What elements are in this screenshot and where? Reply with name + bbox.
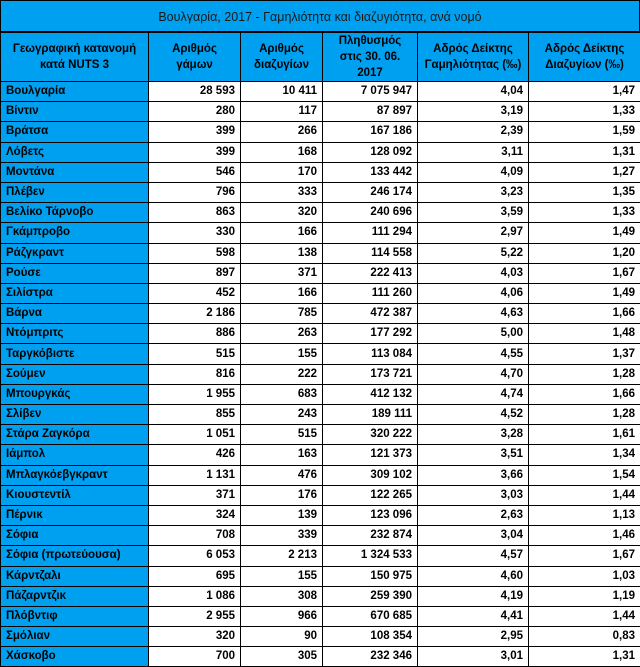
population-cell[interactable]: 309 102 xyxy=(323,465,418,485)
region-cell[interactable]: Βίντιν xyxy=(1,102,149,122)
table-row xyxy=(1,263,640,283)
marriage-rate-cell[interactable]: 4,06 xyxy=(418,283,529,303)
marriages-cell[interactable]: 371 xyxy=(149,485,241,505)
divorces-cell[interactable]: 266 xyxy=(241,122,323,142)
marriage-rate-cell[interactable]: 4,09 xyxy=(418,162,529,182)
table-row xyxy=(1,586,640,606)
divorce-rate-cell[interactable]: 1,66 xyxy=(529,384,640,404)
table-row xyxy=(1,283,640,303)
marriage-rate-cell[interactable]: 3,66 xyxy=(418,465,529,485)
table-row xyxy=(1,606,640,626)
population-cell[interactable]: 232 874 xyxy=(323,526,418,546)
region-cell[interactable]: Μπουργκάς xyxy=(1,384,149,404)
table-row xyxy=(1,505,640,525)
population-cell[interactable]: 113 084 xyxy=(323,344,418,364)
region-cell[interactable]: Σμόλιαν xyxy=(1,627,149,647)
population-cell[interactable]: 240 696 xyxy=(323,203,418,223)
population-cell[interactable]: 87 897 xyxy=(323,102,418,122)
header-divorces[interactable]: Αριθμός διαζυγίων xyxy=(241,33,323,82)
population-cell[interactable]: 108 354 xyxy=(323,627,418,647)
data-table xyxy=(0,32,640,667)
table-row xyxy=(1,465,640,485)
divorce-rate-cell[interactable]: 1,67 xyxy=(529,263,640,283)
marriages-cell[interactable]: 863 xyxy=(149,203,241,223)
divorces-cell[interactable]: 222 xyxy=(241,364,323,384)
population-cell[interactable]: 173 721 xyxy=(323,364,418,384)
header-row xyxy=(1,33,640,82)
table-row xyxy=(1,82,640,102)
population-cell[interactable]: 412 132 xyxy=(323,384,418,404)
table-row xyxy=(1,425,640,445)
divorce-rate-cell[interactable]: 1,31 xyxy=(529,142,640,162)
divorce-rate-cell[interactable]: 1,28 xyxy=(529,364,640,384)
table-row xyxy=(1,182,640,202)
population-cell[interactable]: 222 413 xyxy=(323,263,418,283)
marriages-cell[interactable]: 1 131 xyxy=(149,465,241,485)
marriage-rate-cell[interactable]: 4,60 xyxy=(418,566,529,586)
population-cell[interactable]: 111 260 xyxy=(323,283,418,303)
table-row xyxy=(1,647,640,667)
divorces-cell[interactable]: 243 xyxy=(241,405,323,425)
population-cell[interactable]: 177 292 xyxy=(323,324,418,344)
marriages-cell[interactable]: 700 xyxy=(149,647,241,667)
header-population[interactable]: Πληθυσμός στις 30. 06. 2017 xyxy=(323,33,418,82)
population-cell[interactable]: 7 075 947 xyxy=(323,82,418,102)
marriages-cell[interactable]: 708 xyxy=(149,526,241,546)
divorce-rate-cell[interactable]: 1,33 xyxy=(529,102,640,122)
population-cell[interactable]: 121 373 xyxy=(323,445,418,465)
marriage-rate-cell[interactable]: 2,63 xyxy=(418,505,529,525)
marriages-cell[interactable]: 1 086 xyxy=(149,586,241,606)
population-cell[interactable]: 472 387 xyxy=(323,304,418,324)
divorce-rate-cell[interactable]: 1,35 xyxy=(529,182,640,202)
divorces-cell[interactable]: 163 xyxy=(241,445,323,465)
divorces-cell[interactable]: 476 xyxy=(241,465,323,485)
divorces-cell[interactable]: 10 411 xyxy=(241,82,323,102)
table-row xyxy=(1,162,640,182)
region-cell[interactable]: Σιλίστρα xyxy=(1,283,149,303)
region-cell[interactable]: Ταργκόβιστε xyxy=(1,344,149,364)
header-divorce-rate[interactable]: Αδρός Δείκτης Διαζυγίων (‰) xyxy=(529,33,640,82)
divorces-cell[interactable]: 138 xyxy=(241,243,323,263)
region-cell[interactable]: Μπλαγκόεβγκραντ xyxy=(1,465,149,485)
divorce-rate-cell[interactable]: 1,44 xyxy=(529,485,640,505)
marriage-rate-cell[interactable]: 4,03 xyxy=(418,263,529,283)
table-row xyxy=(1,627,640,647)
divorce-rate-cell[interactable]: 1,46 xyxy=(529,526,640,546)
table-row xyxy=(1,344,640,364)
marriage-rate-cell[interactable]: 3,23 xyxy=(418,182,529,202)
marriages-cell[interactable]: 399 xyxy=(149,122,241,142)
table-row xyxy=(1,566,640,586)
header-region[interactable]: Γεωγραφική κατανομή κατά NUTS 3 xyxy=(1,33,149,82)
table-body xyxy=(1,82,640,667)
table-row xyxy=(1,384,640,404)
header-marriages[interactable]: Αριθμός γάμων xyxy=(149,33,241,82)
region-cell[interactable]: Πάζαρντζικ xyxy=(1,586,149,606)
region-cell[interactable]: Βράτσα xyxy=(1,122,149,142)
table-header xyxy=(1,33,640,82)
table-row xyxy=(1,304,640,324)
population-cell[interactable]: 150 975 xyxy=(323,566,418,586)
divorces-cell[interactable]: 333 xyxy=(241,182,323,202)
population-cell[interactable]: 259 390 xyxy=(323,586,418,606)
marriage-rate-cell[interactable]: 3,11 xyxy=(418,142,529,162)
divorces-cell[interactable]: 785 xyxy=(241,304,323,324)
region-cell[interactable]: Χάσκοβο xyxy=(1,647,149,667)
marriage-rate-cell[interactable]: 4,41 xyxy=(418,606,529,626)
table-row xyxy=(1,102,640,122)
marriage-rate-cell[interactable]: 3,19 xyxy=(418,102,529,122)
marriages-cell[interactable]: 6 053 xyxy=(149,546,241,566)
marriages-cell[interactable]: 855 xyxy=(149,405,241,425)
divorce-rate-cell[interactable]: 1,49 xyxy=(529,223,640,243)
population-cell[interactable]: 128 092 xyxy=(323,142,418,162)
divorce-rate-cell[interactable]: 0,83 xyxy=(529,627,640,647)
population-cell[interactable]: 189 111 xyxy=(323,405,418,425)
marriages-cell[interactable]: 426 xyxy=(149,445,241,465)
population-cell[interactable]: 122 265 xyxy=(323,485,418,505)
marriages-cell[interactable]: 330 xyxy=(149,223,241,243)
marriage-rate-cell[interactable]: 4,52 xyxy=(418,405,529,425)
marriage-rate-cell[interactable]: 4,19 xyxy=(418,586,529,606)
marriages-cell[interactable]: 886 xyxy=(149,324,241,344)
table-row xyxy=(1,203,640,223)
population-cell[interactable]: 114 558 xyxy=(323,243,418,263)
region-cell[interactable]: Ντόμπριτς xyxy=(1,324,149,344)
divorce-rate-cell[interactable]: 1,03 xyxy=(529,566,640,586)
divorce-rate-cell[interactable]: 1,28 xyxy=(529,405,640,425)
divorce-rate-cell[interactable]: 1,54 xyxy=(529,465,640,485)
header-marriage-rate[interactable]: Αδρός Δείκτης Γαμηλιότητας (‰) xyxy=(418,33,529,82)
marriages-cell[interactable]: 816 xyxy=(149,364,241,384)
population-cell[interactable]: 133 442 xyxy=(323,162,418,182)
divorces-cell[interactable]: 305 xyxy=(241,647,323,667)
table-row xyxy=(1,364,640,384)
population-cell[interactable]: 320 222 xyxy=(323,425,418,445)
marriages-cell[interactable]: 598 xyxy=(149,243,241,263)
population-cell[interactable]: 123 096 xyxy=(323,505,418,525)
region-cell[interactable]: Κιουστεντίλ xyxy=(1,485,149,505)
marriage-rate-cell[interactable]: 4,70 xyxy=(418,364,529,384)
divorces-cell[interactable]: 166 xyxy=(241,223,323,243)
divorce-rate-cell[interactable]: 1,48 xyxy=(529,324,640,344)
divorce-rate-cell[interactable]: 1,27 xyxy=(529,162,640,182)
marriages-cell[interactable]: 320 xyxy=(149,627,241,647)
divorce-rate-cell[interactable]: 1,67 xyxy=(529,546,640,566)
divorces-cell[interactable]: 683 xyxy=(241,384,323,404)
divorces-cell[interactable]: 155 xyxy=(241,344,323,364)
table-row xyxy=(1,243,640,263)
region-cell[interactable]: Κάρντζαλι xyxy=(1,566,149,586)
table-row xyxy=(1,324,640,344)
region-cell[interactable]: Βελίκο Τάρνοβο xyxy=(1,203,149,223)
population-cell[interactable]: 111 294 xyxy=(323,223,418,243)
divorce-rate-cell[interactable]: 1,19 xyxy=(529,586,640,606)
table-row xyxy=(1,526,640,546)
divorce-rate-cell[interactable]: 1,59 xyxy=(529,122,640,142)
region-cell[interactable]: Σόφια xyxy=(1,526,149,546)
marriage-rate-cell[interactable]: 4,57 xyxy=(418,546,529,566)
marriages-cell[interactable]: 1 955 xyxy=(149,384,241,404)
marriages-cell[interactable]: 452 xyxy=(149,283,241,303)
table-row xyxy=(1,223,640,243)
divorces-cell[interactable]: 308 xyxy=(241,586,323,606)
region-cell[interactable]: Σλίβεν xyxy=(1,405,149,425)
marriage-rate-cell[interactable]: 4,74 xyxy=(418,384,529,404)
region-cell[interactable]: Βάρνα xyxy=(1,304,149,324)
region-cell[interactable]: Γκάμπροβο xyxy=(1,223,149,243)
region-cell[interactable]: Βουλγαρία xyxy=(1,82,149,102)
table-row xyxy=(1,546,640,566)
divorce-rate-cell[interactable]: 1,37 xyxy=(529,344,640,364)
divorce-rate-cell[interactable]: 1,33 xyxy=(529,203,640,223)
marriages-cell[interactable]: 897 xyxy=(149,263,241,283)
marriage-rate-cell[interactable]: 4,63 xyxy=(418,304,529,324)
marriages-cell[interactable]: 399 xyxy=(149,142,241,162)
table-row xyxy=(1,142,640,162)
divorces-cell[interactable]: 515 xyxy=(241,425,323,445)
marriages-cell[interactable]: 695 xyxy=(149,566,241,586)
marriage-rate-cell[interactable]: 4,04 xyxy=(418,82,529,102)
divorce-rate-cell[interactable]: 1,34 xyxy=(529,445,640,465)
marriage-rate-cell[interactable]: 5,00 xyxy=(418,324,529,344)
region-cell[interactable]: Πλόβντιφ xyxy=(1,606,149,626)
marriages-cell[interactable]: 546 xyxy=(149,162,241,182)
population-cell[interactable]: 246 174 xyxy=(323,182,418,202)
divorces-cell[interactable]: 339 xyxy=(241,526,323,546)
region-cell[interactable]: Στάρα Ζαγκόρα xyxy=(1,425,149,445)
divorce-rate-cell[interactable]: 1,66 xyxy=(529,304,640,324)
table-row xyxy=(1,405,640,425)
region-cell[interactable]: Μοντάνα xyxy=(1,162,149,182)
population-cell[interactable]: 232 346 xyxy=(323,647,418,667)
region-cell[interactable]: Ρούσε xyxy=(1,263,149,283)
divorces-cell[interactable]: 170 xyxy=(241,162,323,182)
divorces-cell[interactable]: 263 xyxy=(241,324,323,344)
marriage-rate-cell[interactable]: 3,59 xyxy=(418,203,529,223)
divorces-cell[interactable]: 155 xyxy=(241,566,323,586)
region-cell[interactable]: Λόβετς xyxy=(1,142,149,162)
marriage-rate-cell[interactable]: 3,28 xyxy=(418,425,529,445)
region-cell[interactable]: Σόφια (πρωτεύουσα) xyxy=(1,546,149,566)
divorces-cell[interactable]: 176 xyxy=(241,485,323,505)
marriage-rate-cell[interactable]: 3,01 xyxy=(418,647,529,667)
marriages-cell[interactable]: 280 xyxy=(149,102,241,122)
divorce-rate-cell[interactable]: 1,47 xyxy=(529,82,640,102)
region-cell[interactable]: Ιάμπολ xyxy=(1,445,149,465)
marriage-rate-cell[interactable]: 2,95 xyxy=(418,627,529,647)
divorce-rate-cell[interactable]: 1,44 xyxy=(529,606,640,626)
marriage-rate-cell[interactable]: 2,39 xyxy=(418,122,529,142)
divorces-cell[interactable]: 966 xyxy=(241,606,323,626)
marriage-rate-cell[interactable]: 3,03 xyxy=(418,485,529,505)
divorces-cell[interactable]: 371 xyxy=(241,263,323,283)
marriage-rate-cell[interactable]: 3,04 xyxy=(418,526,529,546)
table-title: Βουλγαρία, 2017 - Γαμηλιότητα και διαζυγιότητα, ανά νομό xyxy=(0,0,640,32)
divorces-cell[interactable]: 90 xyxy=(241,627,323,647)
divorces-cell[interactable]: 2 213 xyxy=(241,546,323,566)
region-cell[interactable]: Ράζγκραντ xyxy=(1,243,149,263)
divorces-cell[interactable]: 117 xyxy=(241,102,323,122)
divorce-rate-cell[interactable]: 1,49 xyxy=(529,283,640,303)
population-cell[interactable]: 1 324 533 xyxy=(323,546,418,566)
divorce-rate-cell[interactable]: 1,20 xyxy=(529,243,640,263)
marriage-rate-cell[interactable]: 2,97 xyxy=(418,223,529,243)
divorces-cell[interactable]: 139 xyxy=(241,505,323,525)
region-cell[interactable]: Πλέβεν xyxy=(1,182,149,202)
population-cell[interactable]: 670 685 xyxy=(323,606,418,626)
divorce-rate-cell[interactable]: 1,61 xyxy=(529,425,640,445)
marriage-rate-cell[interactable]: 5,22 xyxy=(418,243,529,263)
marriages-cell[interactable]: 324 xyxy=(149,505,241,525)
table-row xyxy=(1,485,640,505)
divorces-cell[interactable]: 320 xyxy=(241,203,323,223)
marriage-rate-cell[interactable]: 3,51 xyxy=(418,445,529,465)
marriages-cell[interactable]: 1 051 xyxy=(149,425,241,445)
marriages-cell[interactable]: 796 xyxy=(149,182,241,202)
divorces-cell[interactable]: 168 xyxy=(241,142,323,162)
marriages-cell[interactable]: 515 xyxy=(149,344,241,364)
table-row xyxy=(1,122,640,142)
divorces-cell[interactable]: 166 xyxy=(241,283,323,303)
population-cell[interactable]: 167 186 xyxy=(323,122,418,142)
marriages-cell[interactable]: 28 593 xyxy=(149,82,241,102)
divorce-rate-cell[interactable]: 1,31 xyxy=(529,647,640,667)
marriages-cell[interactable]: 2 186 xyxy=(149,304,241,324)
table-row xyxy=(1,445,640,465)
marriages-cell[interactable]: 2 955 xyxy=(149,606,241,626)
region-cell[interactable]: Σούμεν xyxy=(1,364,149,384)
divorce-rate-cell[interactable]: 1,13 xyxy=(529,505,640,525)
marriage-rate-cell[interactable]: 4,55 xyxy=(418,344,529,364)
region-cell[interactable]: Πέρνικ xyxy=(1,505,149,525)
